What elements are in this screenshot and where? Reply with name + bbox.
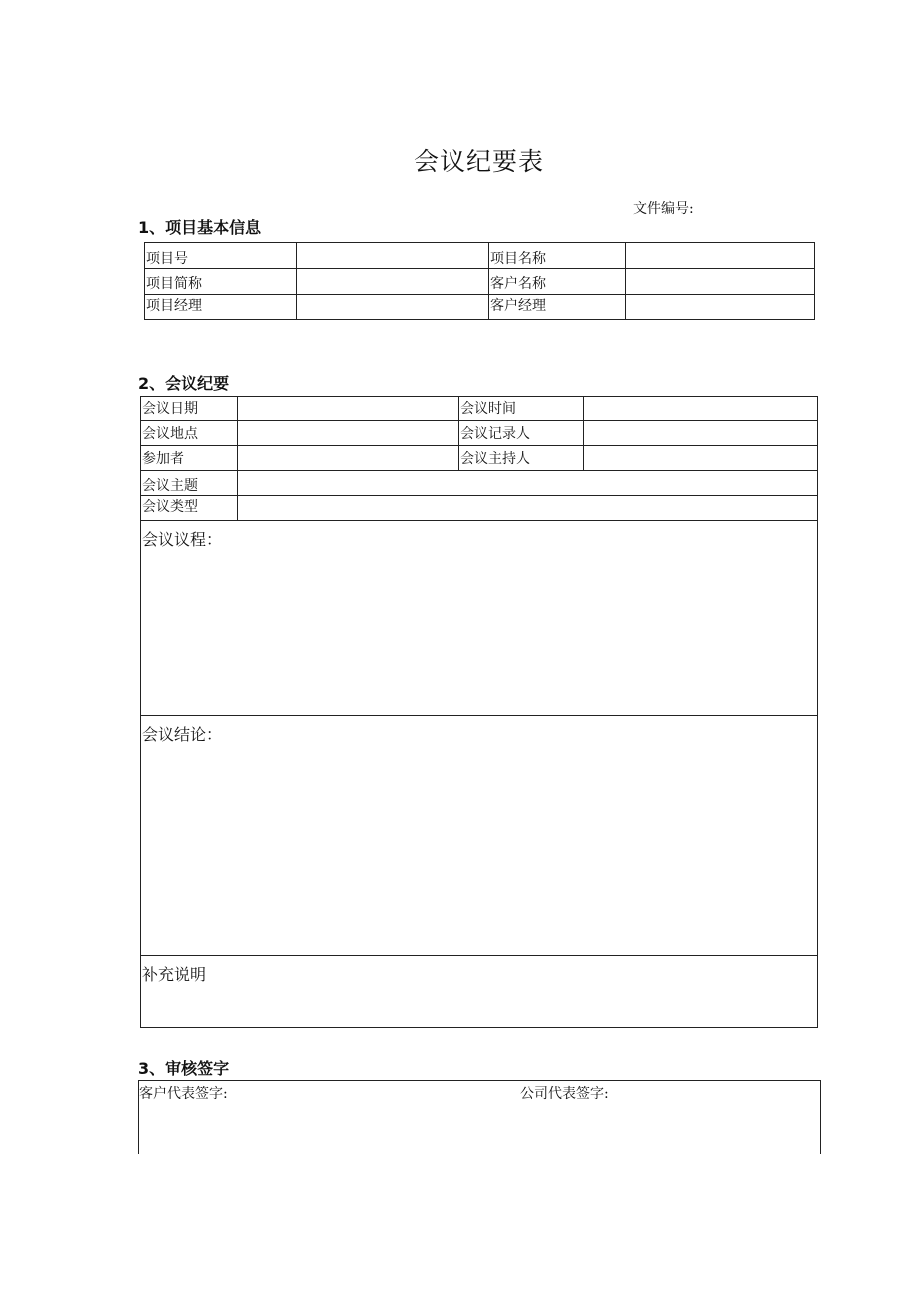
meeting-location-label: 会议地点	[142, 426, 198, 442]
client-signature-field[interactable]	[140, 1102, 518, 1152]
additional-notes-label: 补充说明	[142, 965, 207, 984]
meeting-topic-field[interactable]	[238, 471, 817, 495]
company-signature-field[interactable]	[520, 1102, 818, 1152]
page-title: 会议纪要表	[413, 147, 544, 176]
meeting-recorder-label: 会议记录人	[460, 426, 530, 442]
project-manager-label: 项目经理	[146, 298, 202, 314]
meeting-date-field[interactable]	[238, 397, 458, 420]
project-manager-field[interactable]	[297, 295, 488, 319]
participants-label: 参加者	[142, 451, 184, 467]
meeting-agenda-label: 会议议程：	[142, 530, 223, 549]
meeting-time-field[interactable]	[584, 397, 817, 420]
meeting-recorder-field[interactable]	[584, 421, 817, 445]
document-number-label: 文件编号:	[633, 201, 694, 217]
project-short-name-field[interactable]	[297, 269, 488, 294]
section-heading-review-signature: 3、审核签字	[138, 1059, 230, 1078]
project-number-field[interactable]	[297, 243, 488, 268]
company-signature-label: 公司代表签字:	[520, 1086, 609, 1102]
meeting-conclusion-label: 会议结论：	[142, 725, 223, 744]
meeting-date-label: 会议日期	[142, 401, 198, 417]
meeting-host-label: 会议主持人	[460, 451, 530, 467]
meeting-location-field[interactable]	[238, 421, 458, 445]
project-short-name-label: 项目简称	[146, 276, 202, 292]
client-name-field[interactable]	[626, 269, 814, 294]
meeting-type-label: 会议类型	[142, 499, 198, 515]
additional-notes-area[interactable]	[141, 985, 817, 1026]
section-heading-project-info: 1、项目基本信息	[138, 218, 262, 237]
client-name-label: 客户名称	[490, 276, 546, 292]
client-manager-field[interactable]	[626, 295, 814, 319]
project-name-label: 项目名称	[490, 251, 546, 267]
meeting-time-label: 会议时间	[460, 401, 516, 417]
meeting-conclusion-area[interactable]	[141, 745, 817, 954]
meeting-agenda-area[interactable]	[141, 550, 817, 714]
project-number-label: 项目号	[146, 251, 188, 267]
participants-field[interactable]	[238, 446, 458, 470]
meeting-topic-label: 会议主题	[142, 478, 198, 494]
section-heading-meeting-minutes: 2、会议纪要	[138, 374, 230, 393]
client-signature-label: 客户代表签字:	[139, 1086, 228, 1102]
client-manager-label: 客户经理	[490, 298, 546, 314]
meeting-host-field[interactable]	[584, 446, 817, 470]
meeting-type-field[interactable]	[238, 496, 817, 520]
project-name-field[interactable]	[626, 243, 814, 268]
